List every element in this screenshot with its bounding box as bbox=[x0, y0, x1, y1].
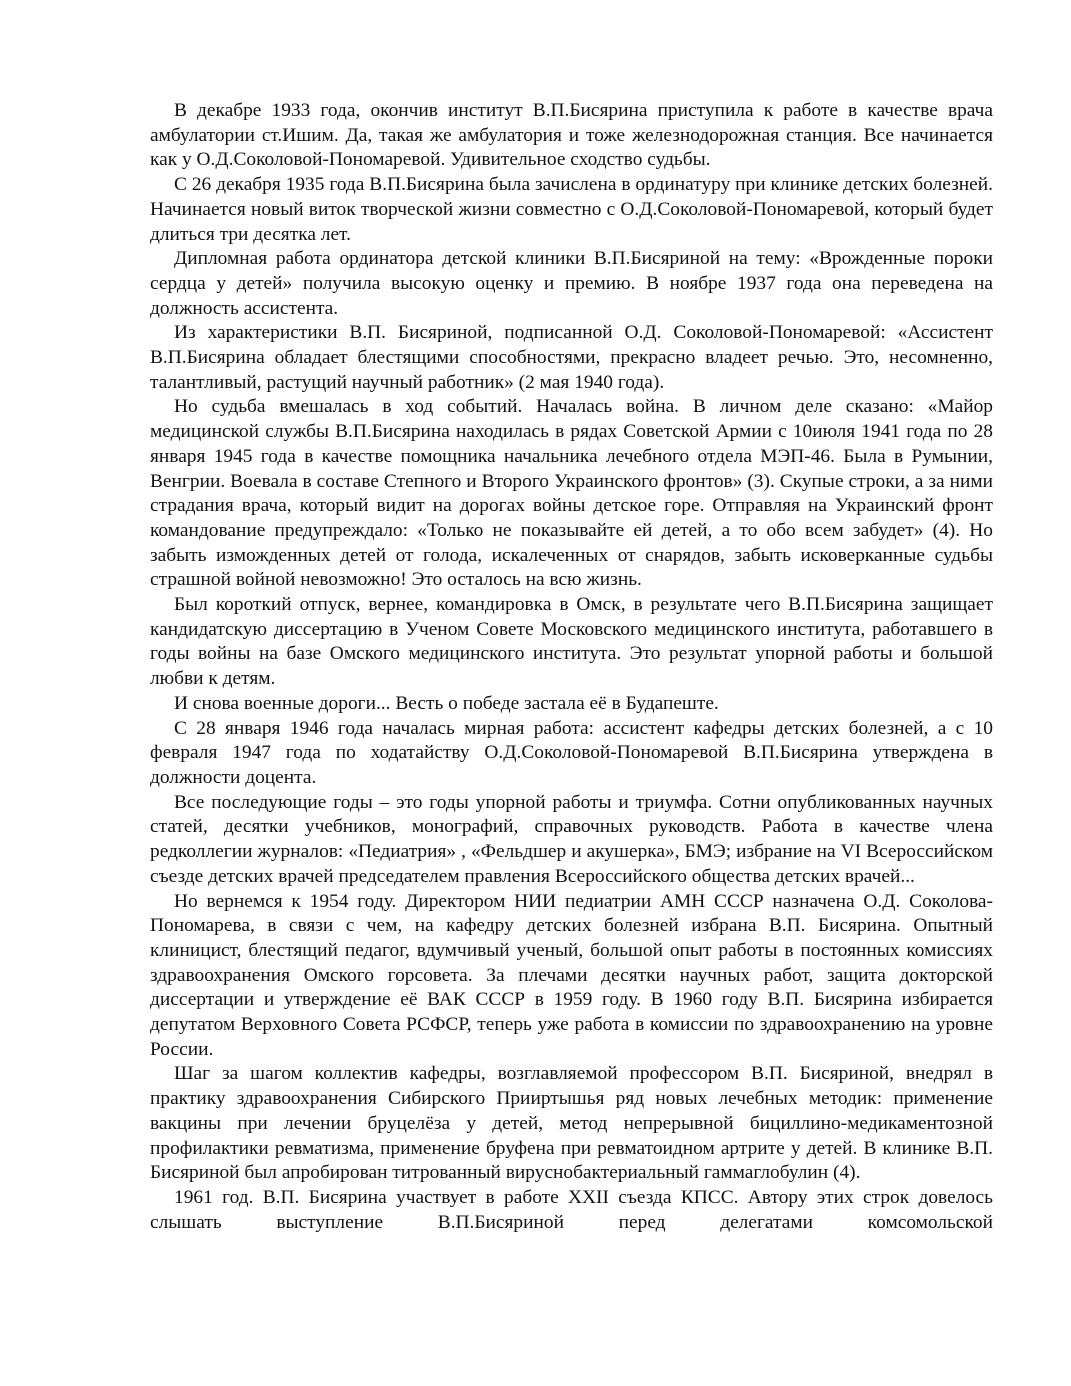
paragraph: Дипломная работа ординатора детской клиники В.П.Бисяриной на тему: «Врожденные пороки сердца у детей» получила высокую оценку и премию. В ноябре 1937 года она переведена на должность ассистента. bbox=[150, 248, 993, 319]
document-page bbox=[150, 99, 993, 1235]
paragraph: С 28 января 1946 года началась мирная работа: ассистент кафедры детских болезней, а с 10 февраля 1947 года по ходатайству О.Д.Соколовой-Пономаревой В.П.Бисярина утверждена в должности доцента. bbox=[150, 717, 993, 788]
paragraph: И снова военные дороги... Весть о победе застала её в Будапеште. bbox=[174, 692, 719, 714]
paragraph: 1961 год. В.П. Бисярина участвует в работе XXII съезда КПСС. Автору этих строк довелось слышать выступление В.П.Бисяриной перед делегатами комсомольской bbox=[150, 1186, 993, 1233]
paragraph: Все последующие годы – это годы упорной работы и триумфа. Сотни опубликованных научных статей, десятки учебников, монографий, справочных руководств. Работа в качестве члена редколлегии журналов: «Педиатрия» , «Фельдшер и акушерка», БМЭ; избрание на VI Всероссийском съезде детских врачей председателем правления Всероссийского общества детских врачей... bbox=[150, 791, 993, 887]
paragraph: В декабре 1933 года, окончив институт В.П.Бисярина приступила к работе в качестве врача амбулатории ст.Ишим. Да, такая же амбулатория и тоже железнодорожная станция. Все начинается как у О.Д.Соколовой-Пономаревой. Удивительное сходство судьбы. bbox=[150, 100, 993, 171]
paragraph: Шаг за шагом коллектив кафедры, возглавляемой профессором В.П. Бисяриной, внедрял в практику здравоохранения Сибирского Прииртышья ряд новых лечебных методик: применение вакцины при лечении бруцелёза у детей, метод непрерывной бициллино-медикаментозной профилактики ревматизма, применение бруфена при ревматоидном артрите у детей. В клинике В.П. Бисяриной был апробирован титрованный вируснобактериальный гаммаглобулин (4). bbox=[150, 1063, 993, 1184]
paragraph: Был короткий отпуск, вернее, командировка в Омск, в результате чего В.П.Бисярина защищает кандидатскую диссертацию в Ученом Совете Московского медицинского института, работавшего в годы войны на базе Омского медицинского института. Это результат упорной работы и большой любви к детям. bbox=[150, 594, 993, 690]
paragraph: С 26 декабря 1935 года В.П.Бисярина была зачислена в ординатуру при клинике детских болезней. Начинается новый виток творческой жизни совместно с О.Д.Соколовой-Пономаревой, который будет длиться три десятка лет. bbox=[150, 174, 993, 245]
paragraph: Но судьба вмешалась в ход событий. Началась война. В личном деле сказано: «Майор медицинской службы В.П.Бисярина находилась в рядах Советской Армии с 10июля 1941 года по 28 января 1945 года в качестве помощника начальника лечебного отдела МЭП-46. Была в Румынии, Венгрии. Воевала в составе Степного и Второго Украинского фронтов» (3). Скупые строки, а за ними страдания врача, который видит на дорогах войны детское горе. Отправляя на Украинский фронт командование предупреждало: «Только не показывайте ей детей, а то обо всем забудет» (4). Но забыть изможденных детей от голода, искалеченных от снарядов, забыть исковерканные судьбы страшной войной невозможно! Это осталось на всю жизнь. bbox=[150, 396, 993, 591]
paragraph: Из характеристики В.П. Бисяриной, подписанной О.Д. Соколовой-Пономаревой: «Ассистент В.П.Бисярина обладает блестящими способностями, прекрасно владеет речью. Это, несомненно, талантливый, растущий научный работник» (2 мая 1940 года). bbox=[150, 322, 993, 393]
paragraph: Но вернемся к 1954 году. Директором НИИ педиатрии АМН СССР назначена О.Д. Соколова-Пономарева, в связи с чем, на кафедру детских болезней избрана В.П. Бисярина. Опытный клиницист, блестящий педагог, вдумчивый ученый, большой опыт работы в постоянных комиссиях здравоохранения Омского горсовета. За плечами десятки научных работ, защита докторской диссертации и утверждение её ВАК СССР в 1959 году. В 1960 году В.П. Бисярина избирается депутатом Верховного Совета РСФСР, теперь уже работа в комиссии по здравоохранению на уровне России. bbox=[150, 890, 993, 1060]
